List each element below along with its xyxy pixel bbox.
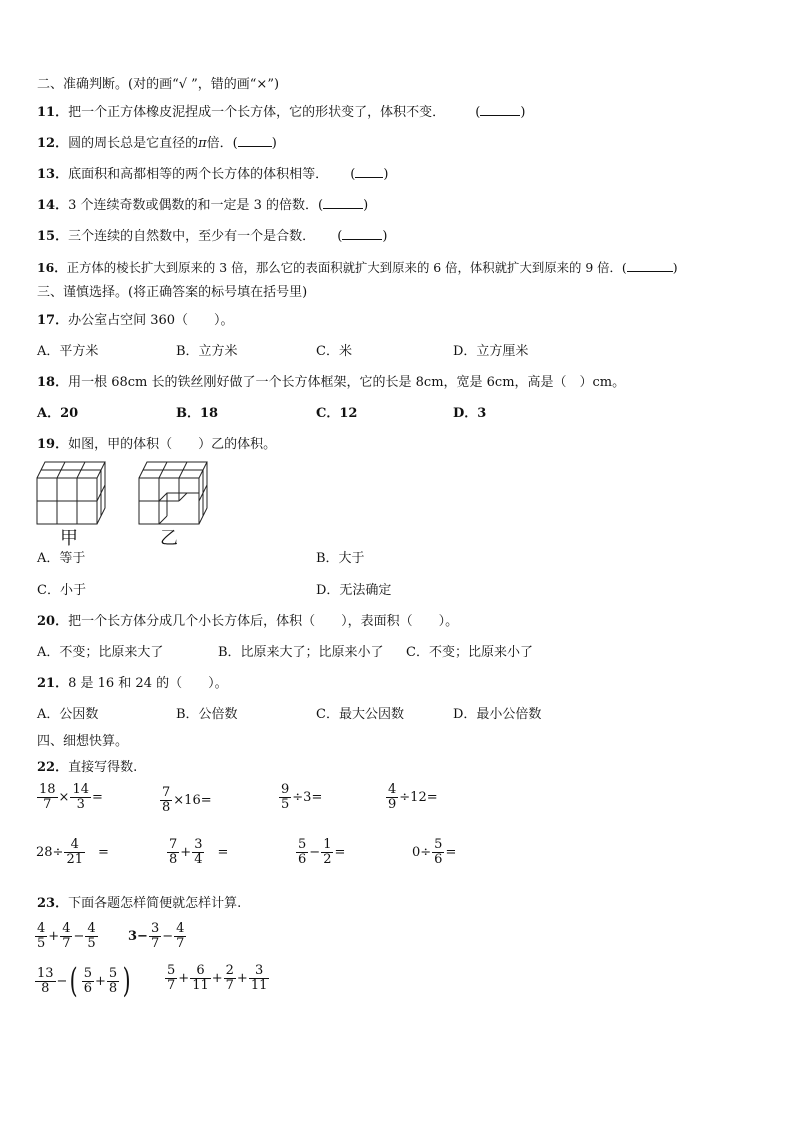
option-c[interactable]: C．小于 [37, 583, 86, 598]
question-17 [37, 313, 234, 329]
expression-23-1: $\frac{4}{5}$ + $\frac{4}{7}$ − $\frac{4}{5}$ [37, 921, 96, 951]
question-text: 8 是 16 和 24 的（ ）。 [68, 676, 228, 691]
option-d[interactable]: D．最小公倍数 [453, 707, 542, 722]
expression-23-3: $\frac{13}{8}$ − ( $\frac{5}{6}$ + $\frac{5}{8}$ ) [37, 961, 131, 1001]
cube-figure-jia [36, 460, 106, 526]
expression-23-2: 3− $\frac{3}{7}$ − $\frac{4}{7}$ [128, 921, 185, 951]
question-11: 11．把一个正方体橡皮泥捏成一个长方体，它的形状变了，体积不变． ( ) [37, 105, 526, 120]
section3-heading: 三、谨慎选择。(将正确答案的标号填在括号里) [37, 285, 308, 300]
section2-heading: 二、准确判断。(对的画“√ ”，错的画“×”) [37, 77, 280, 92]
figure-label-yi: 乙 [160, 528, 178, 549]
pi-symbol: π [198, 136, 207, 151]
section4-heading: 四、细想快算。 [37, 734, 129, 749]
expression-22-7: $\frac{5}{6}$ − $\frac{1}{2}$ = [298, 837, 346, 867]
question-20 [37, 614, 458, 630]
option-c[interactable]: C．米 [316, 344, 352, 359]
question-text: 正方体的棱长扩大到原来的 3 倍，那么它的表面积就扩大到原来的 6 倍，体积就扩大到原来的 9 倍．( [66, 260, 627, 275]
expression-22-5: 28÷ $\frac{4}{21}$ = [36, 837, 109, 867]
question-number: 19． [37, 437, 69, 452]
question-number: 23． [37, 896, 69, 911]
expression-23-4: $\frac{5}{7}$ + $\frac{6}{11}$ + $\frac{2}{7}$ + $\frac{3}{11}$ [167, 963, 268, 993]
option-d[interactable]: D．无法确定 [316, 583, 392, 598]
question-number: 12． [37, 136, 69, 151]
option-a[interactable]: A．不变；比原来大了 [37, 645, 164, 660]
question-number: 11． [37, 105, 69, 120]
expression-22-2: $\frac{7}{8}$ ×16= [162, 785, 212, 815]
question-text: 圆的周长总是它直径的 [68, 136, 199, 151]
expression-22-6: $\frac{7}{8}$ + $\frac{3}{4}$ = [169, 837, 229, 867]
answer-blank[interactable] [480, 105, 520, 116]
option-a[interactable]: A．平方米 [37, 344, 99, 359]
option-d[interactable]: D．3 [453, 406, 487, 421]
question-text: 用一根 68cm 长的铁丝刚好做了一个长方体框架，它的长是 8cm，宽是 6cm，高是（ ）cm。 [68, 375, 626, 390]
question-15: 15．三个连续的自然数中，至少有一个是合数． ( ) [37, 229, 388, 244]
question-number: 22． [37, 760, 69, 775]
option-b[interactable]: B．18 [176, 406, 219, 421]
option-c[interactable]: C．最大公因数 [316, 707, 404, 722]
question-number: 13． [37, 167, 69, 182]
option-c[interactable]: C．不变；比原来小了 [406, 645, 533, 660]
figure-label-jia: 甲 [60, 528, 78, 549]
question-13: 13．底面积和高都相等的两个长方体的体积相等． ( ) [37, 167, 389, 182]
question-number: 16． [37, 260, 67, 275]
question-text: 3 个连续奇数或偶数的和一定是 3 的倍数．( [68, 198, 324, 213]
expression-22-1: $\frac{18}{7}$ × $\frac{14}{3}$ = [39, 782, 103, 812]
option-a[interactable]: A．等于 [37, 551, 86, 566]
question-text: 底面积和高都相等的两个长方体的体积相等． [68, 167, 329, 182]
question-text: 三个连续的自然数中，至少有一个是合数． [68, 229, 316, 244]
question-19 [37, 437, 276, 453]
option-a[interactable]: A．20 [37, 406, 79, 421]
question-18 [37, 375, 625, 391]
option-a[interactable]: A．公因数 [37, 707, 99, 722]
question-14: 14．3 个连续奇数或偶数的和一定是 3 的倍数．( ) [37, 198, 369, 213]
option-c[interactable]: C．12 [316, 406, 358, 421]
question-number: 14． [37, 198, 69, 213]
question-number: 21． [37, 676, 69, 691]
expression-22-4: $\frac{4}{9}$ ÷12= [388, 782, 438, 812]
cube-figure-yi [138, 460, 208, 526]
question-number: 18． [37, 375, 69, 390]
expression-22-3: $\frac{9}{5}$ ÷3= [281, 782, 323, 812]
question-text: 下面各题怎样简便就怎样计算. [68, 896, 242, 911]
option-d[interactable]: D．立方厘米 [453, 344, 529, 359]
question-23 [37, 896, 241, 912]
answer-blank[interactable] [238, 136, 272, 147]
question-text: 如图，甲的体积（ ）乙的体积。 [68, 437, 277, 452]
question-12: 12．圆的周长总是它直径的π倍．( ) [37, 136, 277, 151]
question-number: 17． [37, 313, 69, 328]
question-number: 20． [37, 614, 69, 629]
option-b[interactable]: B．立方米 [176, 344, 238, 359]
question-22 [37, 760, 137, 776]
question-text: 把一个正方体橡皮泥捏成一个长方体，它的形状变了，体积不变． [68, 105, 446, 120]
question-21 [37, 676, 228, 692]
answer-blank[interactable] [342, 229, 382, 240]
answer-blank[interactable] [323, 198, 363, 209]
expression-22-8: 0÷ $\frac{5}{6}$ = [412, 837, 457, 867]
question-text: 把一个长方体分成几个小长方体后，体积（ ），表面积（ ）。 [68, 614, 459, 629]
question-text: 直接写得数. [68, 760, 138, 775]
answer-blank[interactable] [627, 261, 673, 272]
option-b[interactable]: B．大于 [316, 551, 365, 566]
option-b[interactable]: B．比原来大了；比原来小了 [218, 645, 384, 660]
option-b[interactable]: B．公倍数 [176, 707, 238, 722]
question-text: 办公室占空间 360（ ）。 [68, 313, 234, 328]
question-16: 16．正方体的棱长扩大到原来的 3 倍，那么它的表面积就扩大到原来的 6 倍，体积就扩大到原来的 9 倍．( ) [37, 260, 678, 275]
answer-blank[interactable] [355, 167, 383, 178]
question-number: 15． [37, 229, 69, 244]
